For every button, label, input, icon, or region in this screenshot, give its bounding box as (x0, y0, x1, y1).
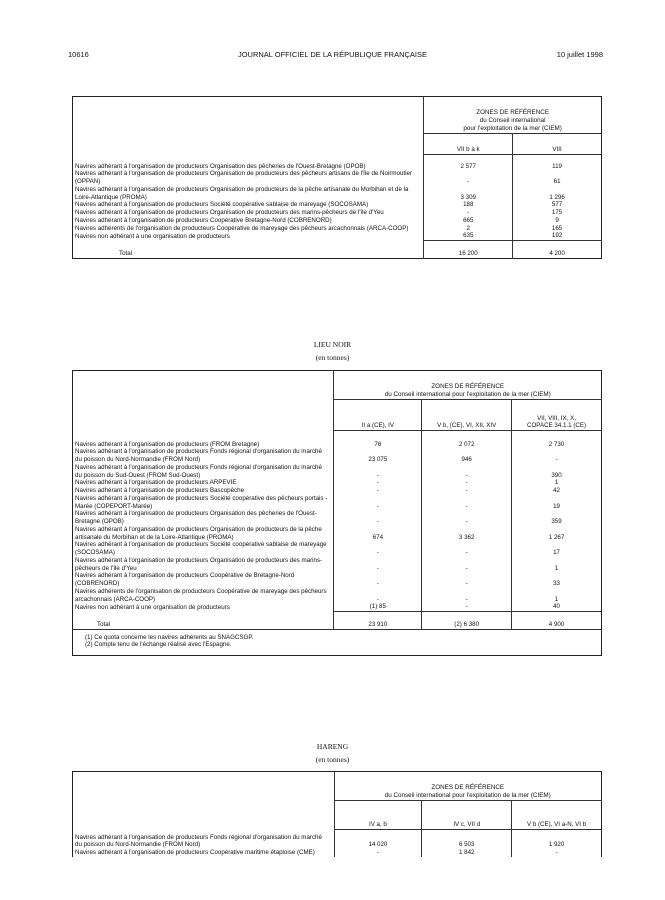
quota-table-hareng (72, 771, 602, 857)
col-header: V b (CE), VI a-N, VI b (512, 801, 602, 830)
row-label: Navires adhérant à l'organisation de producteurs Coopérative Bretagne-Nord (COBRENORD) (75, 216, 332, 224)
value-cell: 61 (513, 170, 602, 186)
value-cell: 2 072 (422, 441, 512, 449)
row-label: Navires adhérant à l'organisation de producteurs Organisation des pêcheries de l'Ouest-Bretagne (OPOB) (75, 162, 366, 170)
row-label: Navires adhérant à l'organisation de producteurs Organisation de producteurs de la pêche artisanale du Morbihan et de la Loire-Atlantique (PROMA) (75, 525, 322, 541)
table-row (73, 201, 602, 209)
value-cell: - (334, 541, 422, 557)
value-cell: 665 (424, 217, 513, 225)
value-cell: - (512, 448, 602, 464)
footnote: (1) Ce quota concerne les navires adhérents au SNAGCSGP. (85, 633, 254, 641)
row-label: Navires adhérant à l'organisation de producteurs Organisation des pêcheries de l'Ouest-Bretagne (OPOB) (75, 510, 317, 525)
col-header: IV c, VII d (422, 801, 512, 830)
table-row (73, 225, 602, 233)
zones-header (334, 371, 602, 400)
value-cell: 6 503 (422, 834, 512, 850)
value-cell: 175 (513, 209, 602, 217)
zones-sub1: du Conseil international (479, 117, 546, 125)
value-cell: 40 (512, 603, 602, 611)
zones-header (334, 772, 602, 801)
footnote: (2) Compte tenu de l'échange réalisé avec l'Espagne. (85, 641, 232, 649)
zones-sub: du Conseil international pour l'exploitation de la mer (CIEM) (384, 792, 551, 800)
value-cell: 2 577 (424, 163, 513, 171)
value-cell: - (512, 849, 602, 857)
value-cell: (1) 85 (334, 603, 422, 611)
total-cell: 4 900 (512, 612, 602, 630)
row-header-blank (73, 97, 424, 155)
table-row (73, 557, 602, 573)
table-row (73, 170, 602, 186)
value-cell: - (422, 487, 512, 495)
total-label: Total (97, 620, 111, 628)
value-cell: 3 309 (424, 186, 513, 202)
table-row (73, 441, 602, 449)
table-row (73, 603, 602, 611)
value-cell: 33 (512, 572, 602, 588)
quota-table-1 (72, 96, 602, 259)
value-cell: 119 (513, 163, 602, 171)
value-cell: - (334, 464, 422, 480)
table-row (73, 186, 602, 202)
value-cell: - (422, 557, 512, 573)
value-cell: 42 (512, 487, 602, 495)
zones-title: ZONES DE RÉFÉRENCE (431, 784, 505, 792)
row-label: Navires adhérant à l'organisation de producteurs Société coopérative sablaise de mareyage (SOCOSAMA) (75, 541, 327, 556)
value-cell: 14 020 (334, 834, 422, 850)
table-row (73, 510, 602, 526)
value-cell: 1 (512, 557, 602, 573)
value-cell: - (334, 557, 422, 573)
col-header: IV a, b (334, 801, 422, 830)
table-row (73, 834, 602, 850)
value-cell: - (422, 495, 512, 511)
value-cell: - (422, 588, 512, 604)
table-row (73, 588, 602, 604)
row-label: Navires adhérant à l'organisation de producteurs Coopérative de Bretagne-Nord (COBRENORD) (75, 572, 295, 587)
value-cell: 3 362 (422, 526, 512, 542)
value-cell: 188 (424, 201, 513, 209)
table-row (73, 217, 602, 225)
zones-sub: du Conseil international pour l'exploitation de la mer (CIEM) (384, 391, 551, 399)
value-cell: 1 (512, 588, 602, 604)
row-label: Navires adhérant à l'organisation de producteurs Fonds régional d'organisation du marché du poisson du Nord-Normandie (FROM Nord) (75, 448, 322, 463)
value-cell: - (422, 464, 512, 480)
value-cell: 23 075 (334, 448, 422, 464)
section-title-hareng: HARENG (316, 742, 349, 751)
total-cell: (2) 6 380 (422, 612, 512, 630)
table-row (73, 541, 602, 557)
value-cell: 2 (424, 225, 513, 233)
value-cell: - (422, 572, 512, 588)
col-header: VIII (513, 134, 602, 155)
journal-title: JOURNAL OFFICIEL DE LA RÉPUBLIQUE FRANÇAISE (237, 50, 428, 59)
row-label: Navires adhérant à l'organisation de producteurs Organisation de producteurs des pêcheurs artisans de l'île de Noirmoutier (OPPAN) (75, 170, 413, 185)
quota-table-lieu-noir (72, 370, 602, 656)
value-cell: 2 730 (512, 441, 602, 449)
table-row (73, 448, 602, 464)
col-header: VII, VIII, IX, X, COPACE 34.1.1 (CE) (512, 400, 602, 431)
value-cell: 165 (513, 225, 602, 233)
value-cell: 19 (512, 495, 602, 511)
table-row (73, 487, 602, 495)
value-cell: - (422, 541, 512, 557)
row-label: Navires adhérant à l'organisation de producteurs Organisation de producteurs des marins-pêcheurs de l'île d'Yeu (75, 209, 384, 216)
row-label: Navires adhérant à l'organisation de producteurs ARPEVIE (75, 479, 237, 487)
total-cell: 16 200 (424, 241, 513, 259)
value-cell: - (422, 603, 512, 611)
value-cell: 635 (424, 232, 513, 240)
col-header: V b, (CE), VI, XII, XIV (422, 400, 512, 431)
table-row (73, 495, 602, 511)
table-row (73, 526, 602, 542)
row-header-blank (73, 371, 334, 431)
row-label: Navires adhérant à l'organisation de producteurs (FROM Bretagne) (75, 440, 260, 448)
value-cell: 1 (512, 479, 602, 487)
zones-sub2: pour l'exploitation de la mer (CIEM) (463, 125, 562, 133)
row-label: Navires adhérant à l'organisation de producteurs Coopérative maritime étaploise (CME) (75, 849, 315, 856)
row-label: Navires adhérant à l'organisation de producteurs Organisation de producteurs de la pêche artisanale du Morbihan et de la Loire-Atlantique (PROMA) (75, 185, 409, 201)
row-label: Navires adhérant à l'organisation de producteurs Organisation de producteurs des marins-pêcheurs de l'île d'Yeu (75, 556, 323, 572)
table-row (73, 464, 602, 480)
row-label: Navires adhérant à l'organisation de producteurs Société coopérative sablaise de mareyage (SOCOSAMA) (75, 201, 369, 209)
row-label: Navires non adhérant à une organisation de producteurs (75, 232, 230, 240)
total-label: Total (119, 249, 133, 257)
col-header: II a (CE), IV (334, 400, 422, 431)
page-number: 10616 (68, 50, 89, 59)
value-cell: 1 296 (513, 186, 602, 202)
value-cell: - (422, 510, 512, 526)
value-cell: 1 920 (512, 834, 602, 850)
value-cell: 9 (513, 217, 602, 225)
value-cell: - (424, 170, 513, 186)
section-unit-lieu-noir: (en tonnes) (315, 353, 350, 362)
footnotes (73, 629, 602, 656)
value-cell: - (334, 510, 422, 526)
value-cell: 359 (512, 510, 602, 526)
table-row (73, 572, 602, 588)
section-title-lieu-noir: LIEU NOIR (313, 340, 352, 349)
header-date: 10 juillet 1998 (556, 50, 603, 59)
value-cell: 1 842 (422, 849, 512, 857)
row-label: Navires adhérant à l'organisation de producteurs Fonds régional d'organisation du marché du poisson du Nord-Normandie (FROM Nord) (75, 833, 322, 849)
total-cell: 4 200 (513, 241, 602, 259)
row-label: Navires adhérents de l'organisation de producteurs Coopérative de mareyage des pêcheurs arcachonnais (ARCA-COOP) (75, 587, 327, 603)
total-cell: 23 910 (334, 612, 422, 630)
value-cell: 577 (513, 201, 602, 209)
value-cell: - (424, 209, 513, 217)
value-cell: - (334, 588, 422, 604)
value-cell: 76 (334, 441, 422, 449)
zones-title: ZONES DE RÉFÉRENCE (431, 383, 505, 391)
value-cell: 1 267 (512, 526, 602, 542)
zones-header (424, 97, 602, 134)
value-cell: 17 (512, 541, 602, 557)
table-row (73, 479, 602, 487)
zones-title: ZONES DE RÉFÉRENCE (476, 109, 550, 117)
table-row (73, 209, 602, 217)
value-cell: - (334, 849, 422, 857)
value-cell: - (422, 479, 512, 487)
value-cell: - (334, 479, 422, 487)
value-cell: - (334, 572, 422, 588)
row-header-blank (73, 772, 335, 830)
value-cell: 192 (513, 232, 602, 240)
row-label: Navires adhérant à l'organisation de producteurs Société coopérative des pêcheurs portais - Marée (COPEPORT-Marée) (75, 494, 328, 510)
section-unit-hareng: (en tonnes) (315, 755, 350, 764)
row-label: Navires adhérant à l'organisation de producteurs Bascopêche (75, 487, 245, 494)
row-label: Navires non adhérant à une organisation de producteurs (75, 603, 230, 611)
value-cell: 946 (422, 448, 512, 464)
table-row (73, 163, 602, 171)
col-header: VII b à k (424, 134, 513, 155)
row-label: Navires adhérant à l'organisation de producteurs Fonds régional d'organisation du marché du poisson du Sud-Ouest (FROM Sud-Ouest) (75, 463, 322, 479)
table-row (73, 232, 602, 240)
table-row (73, 849, 602, 857)
value-cell: 674 (334, 526, 422, 542)
row-label: Navires adhérents de l'organisation de producteurs Coopérative de mareyage des pêcheurs arcachonnais (ARCA-COOP) (75, 224, 409, 232)
value-cell: - (334, 495, 422, 511)
value-cell: - (334, 487, 422, 495)
value-cell: 390 (512, 464, 602, 480)
